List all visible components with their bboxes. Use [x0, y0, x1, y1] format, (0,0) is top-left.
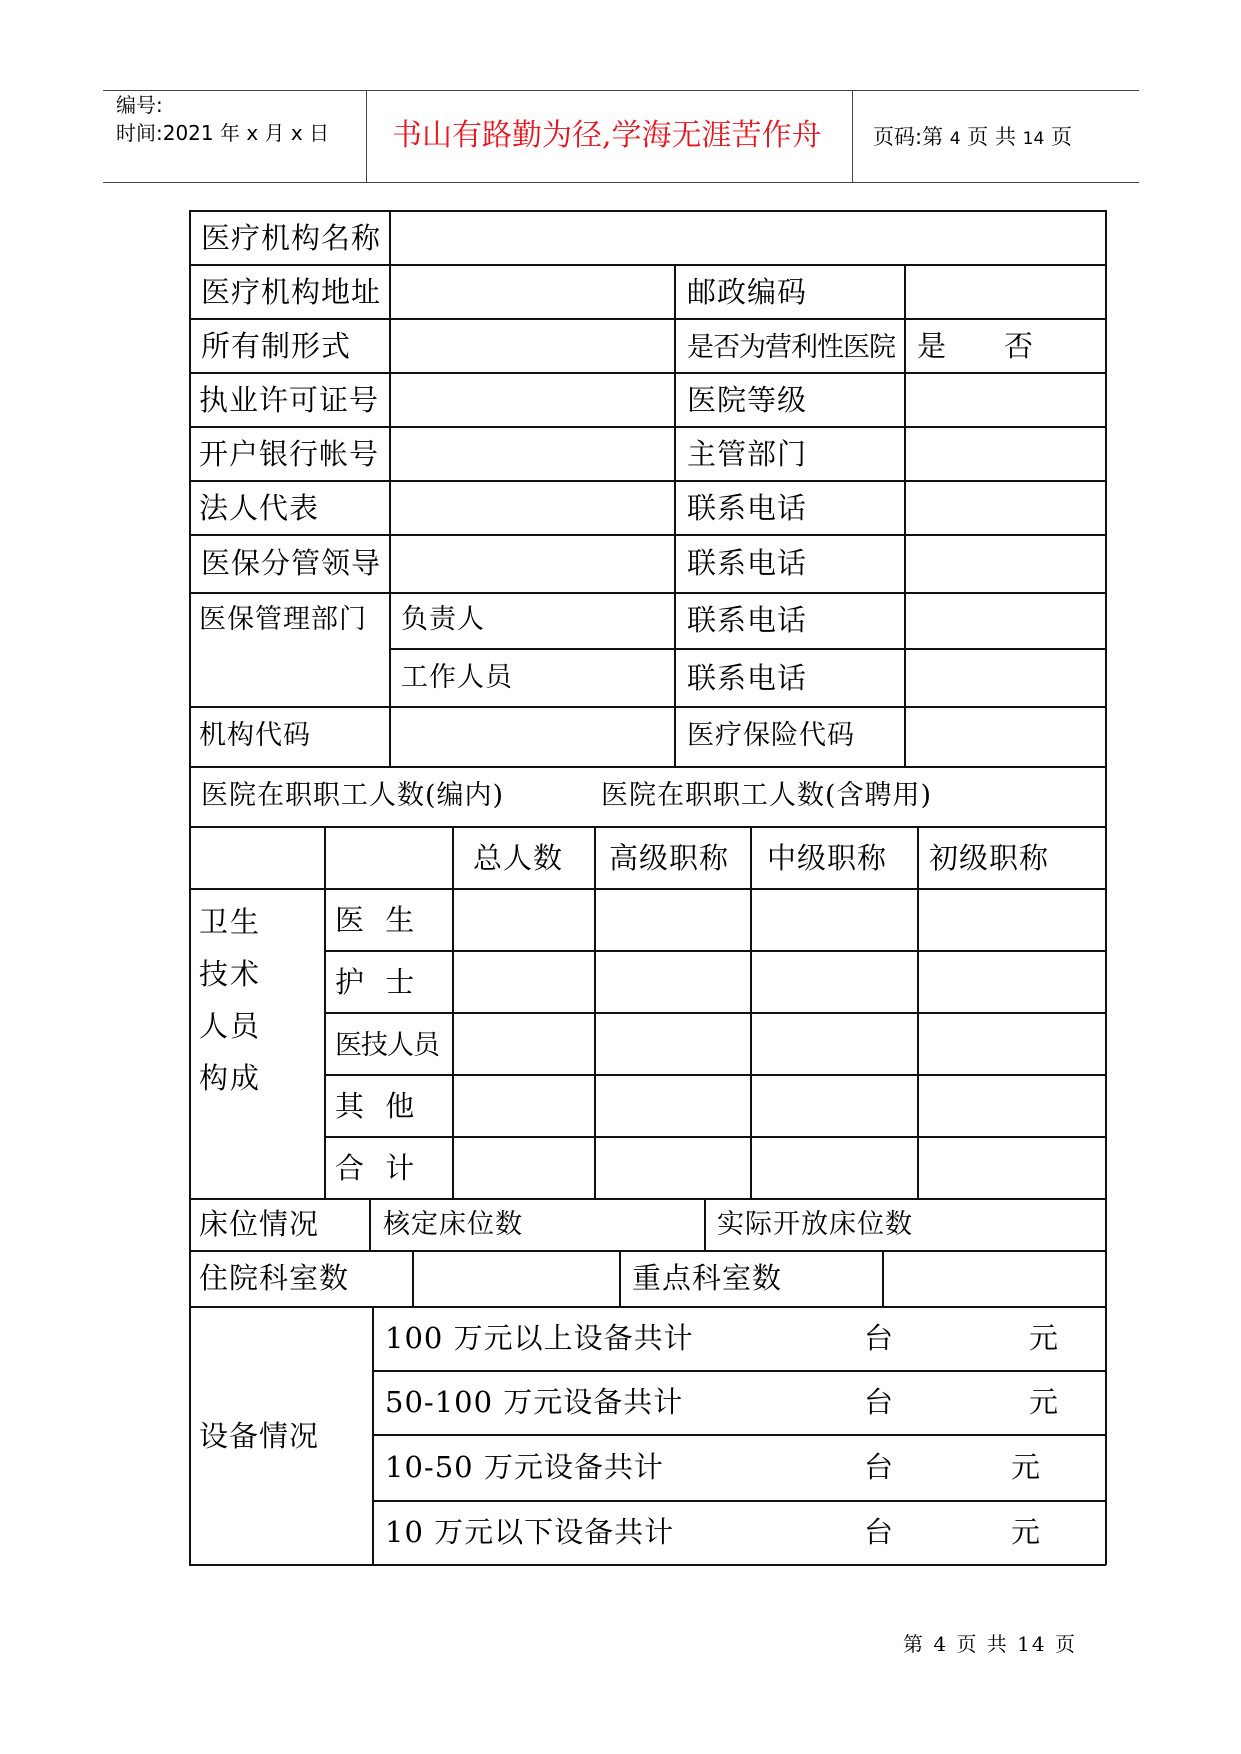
table-vertical-rule	[750, 826, 752, 1198]
table-horizontal-rule	[189, 372, 1106, 374]
table-vertical-rule	[389, 210, 391, 706]
page-footer: 第 4 页 共 14 页	[903, 1632, 1077, 1656]
label-institution-address: 医疗机构地址	[201, 275, 382, 309]
row-nurse: 护 士	[335, 965, 421, 999]
row-doctor: 医 生	[335, 903, 421, 937]
label-phone-4: 联系电话	[687, 661, 808, 695]
label-bank-account: 开户银行帐号	[199, 437, 380, 471]
header-bottom-rule	[103, 182, 1139, 183]
option-no[interactable]: 否	[1004, 329, 1035, 363]
label-equipment: 设备情况	[199, 1419, 320, 1453]
table-vertical-rule	[452, 826, 454, 1198]
table-horizontal-rule	[189, 318, 1106, 320]
table-vertical-rule	[882, 1250, 884, 1306]
equipment-under-10: 10 万元以下设备共计	[385, 1515, 675, 1549]
table-horizontal-rule	[389, 648, 1106, 650]
table-horizontal-rule	[372, 1500, 1106, 1502]
table-vertical-rule	[704, 1198, 706, 1250]
label-institution-name: 医疗机构名称	[201, 221, 382, 255]
label-open-beds: 实际开放床位数	[717, 1209, 913, 1240]
label-supervising-dept: 主管部门	[687, 437, 808, 471]
col-header-senior: 高级职称	[609, 841, 730, 875]
label-insurance-dept: 医保管理部门	[199, 604, 367, 635]
label-hospital-level: 医院等级	[687, 383, 808, 417]
table-vertical-rule	[619, 1250, 621, 1306]
header-motto: 书山有路勤为径,学海无涯苦作舟	[392, 118, 822, 153]
table-vertical-rule	[674, 264, 676, 766]
table-horizontal-rule	[189, 534, 1106, 536]
table-horizontal-rule	[189, 592, 1106, 594]
table-vertical-rule	[389, 706, 391, 766]
header-page-code: 页码:第 4 页 共 14 页	[873, 125, 1072, 149]
equipment-unit-count-2: 台	[864, 1385, 895, 1419]
label-health-tech-staff: 卫生技术人员构成	[199, 905, 262, 1095]
table-horizontal-rule	[189, 264, 1106, 266]
label-phone-2: 联系电话	[687, 546, 808, 580]
table-vertical-rule	[412, 1250, 414, 1306]
label-inpatient-depts: 住院科室数	[199, 1261, 350, 1295]
table-vertical-rule	[904, 264, 906, 766]
label-staff-count-incl-hired: 医院在职职工人数(含聘用)	[601, 780, 933, 811]
col-header-intermediate: 中级职称	[767, 841, 888, 875]
table-horizontal-rule	[189, 210, 1106, 212]
header-divider-left	[366, 90, 367, 182]
equipment-10-50: 10-50 万元设备共计	[385, 1450, 664, 1484]
label-staff: 工作人员	[401, 662, 513, 693]
table-horizontal-rule	[189, 706, 1106, 708]
table-horizontal-rule	[324, 1012, 1106, 1014]
equipment-unit-yuan-1: 元	[1029, 1321, 1060, 1355]
label-phone-3: 联系电话	[687, 603, 808, 637]
equipment-unit-yuan-4: 元	[1011, 1515, 1042, 1549]
label-ownership: 所有制形式	[201, 329, 352, 363]
row-medtech: 医技人员	[335, 1030, 439, 1061]
table-horizontal-rule	[324, 950, 1106, 952]
label-key-depts: 重点科室数	[632, 1261, 783, 1295]
option-yes[interactable]: 是	[917, 329, 948, 363]
table-horizontal-rule	[324, 1074, 1106, 1076]
table-vertical-rule	[369, 1198, 371, 1250]
table-vertical-rule	[917, 826, 919, 1198]
table-horizontal-rule	[189, 826, 1106, 828]
table-horizontal-rule	[189, 426, 1106, 428]
document-time-label: 时间:2021 年 x 月 x 日	[116, 121, 330, 145]
label-postal-code: 邮政编码	[687, 275, 808, 309]
equipment-unit-count-3: 台	[864, 1450, 895, 1484]
label-staff-count-establishment: 医院在职职工人数(编内)	[201, 780, 505, 811]
table-horizontal-rule	[372, 1434, 1106, 1436]
label-person-in-charge: 负责人	[401, 604, 485, 635]
table-horizontal-rule	[189, 888, 1106, 890]
label-insurance-code: 医疗保险代码	[687, 720, 855, 751]
col-header-total: 总人数	[473, 841, 564, 875]
table-horizontal-rule	[189, 1250, 1106, 1252]
label-beds: 床位情况	[199, 1207, 320, 1241]
label-approved-beds: 核定床位数	[383, 1209, 523, 1240]
label-legal-rep: 法人代表	[199, 491, 320, 525]
equipment-50-100: 50-100 万元设备共计	[385, 1385, 684, 1419]
equipment-unit-count-1: 台	[864, 1321, 895, 1355]
header-top-rule	[103, 90, 1139, 91]
equipment-unit-count-4: 台	[864, 1515, 895, 1549]
equipment-over-100: 100 万元以上设备共计	[385, 1321, 694, 1355]
equipment-unit-yuan-2: 元	[1029, 1385, 1060, 1419]
document-number-label: 编号:	[116, 93, 163, 117]
table-vertical-rule	[324, 826, 326, 1198]
table-vertical-rule	[372, 1306, 374, 1565]
label-org-code: 机构代码	[199, 720, 311, 751]
table-horizontal-rule	[189, 1564, 1106, 1566]
table-horizontal-rule	[189, 480, 1106, 482]
hospital-registration-form	[189, 210, 1106, 1565]
table-horizontal-rule	[324, 1136, 1106, 1138]
equipment-unit-yuan-3: 元	[1011, 1450, 1042, 1484]
table-vertical-rule	[594, 826, 596, 1198]
table-horizontal-rule	[372, 1370, 1106, 1372]
row-other: 其 他	[335, 1089, 421, 1123]
table-horizontal-rule	[189, 1306, 1106, 1308]
header-divider-right	[852, 90, 853, 182]
table-horizontal-rule	[189, 766, 1106, 768]
label-for-profit: 是否为营利性医院	[687, 332, 895, 363]
col-header-junior: 初级职称	[929, 841, 1050, 875]
row-total: 合 计	[335, 1151, 421, 1185]
label-insurance-leader: 医保分管领导	[201, 546, 382, 580]
label-phone-1: 联系电话	[687, 491, 808, 525]
table-horizontal-rule	[189, 1198, 1106, 1200]
label-license-no: 执业许可证号	[199, 383, 380, 417]
